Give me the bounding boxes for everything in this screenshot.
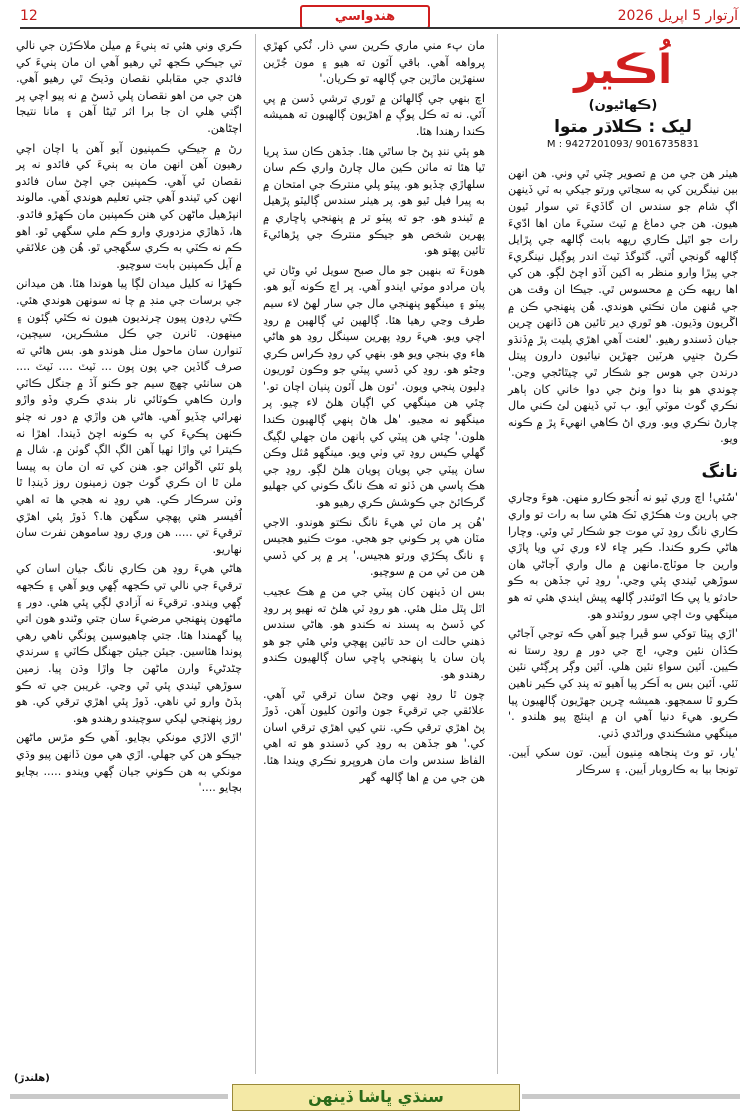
paragraph: هونءَ ته بنهين جو مال صبح سويل ئي وڻان تي پان مرادو موٽي ايندو آهي. پر اچ ڪونه آيو هو. پيٽو ۽ مينگهو پنهنجي مال جي سار لهڻ لاء سيم طرف وڃي رهيا هئا. ڳالهين ئي ڳالهين ۾ روڍ اچي ويو. هيءَ روڍ پهرين سينگل روڍ هو هاڻي هاء وي بنجي ويو هو. بنهي کي روڍ ڪراس ڪري وڃڻو هو. روڍ کي ڏسي پيٽي جو وڪون ٿوريون ڍليون پنجي ويون. 'تون هل آئون پنيان اچان تو.' چئي هن مينگهي کي اڳيان هلڻ لاء چيو. پر مينگهو نه مڃيو. 'هل هاڻ ٻنهي ڳالهيون ڪندا هلون.' چئي هن پيٽي کي ٻانهن مان جهلي لڳيگ گهلي ڪيس روڍ تي وٺي ويو. مينگهو مُثل وڪن سان پيٽي جي پويان پويان هلڻ لڳو. روڍ جي هڪ پاسي هن ڏٺو ته هڪ نانگ ڪوني کي جهليو گرڪائڻ جي ڪوشش ڪري رهيو هو. [262,263,485,510]
paragraph: ڪهڙا نه کليل ميدان لڳا پيا هوندا هئا. هن ميدانن جي برسات جي منڊ ۾ چا نه سونهن هوندي هئي. ڪٿي رڍون پيون چرنديون هيون نه ڪٿي ڳئون ۽ مينهون. ٽانرن جي ڪل مشڪرين، سيڄين، ٽنوارن سان ماحول منل هوندو هو. بس هاڻي ته صرف گاڏين جي پون پون ... ٽيٽ .... ٽيٽ .... هن سانئي چهچ سيم جو ڪنو آڏ ۾ جنگل ڪاٽي وارن ڪاهي ڪوٽائي نار بندي ڪري وڏو واڙو نهرائي چڏيو آهي. هاڻي هن واڙي ۾ دور نه چٺو ڪنهن پڪيءَ کي به ڪونه اچڻ ڏيندا. اهڙا نه ڪيترا ئي واڙا ٺهيا آهن الڳ الڳ گوٺن ۾. شال ۾ پلو ٽئي اڱوائن جو. هنن کي ته ان مان به پيسا ملن ٿا ان ڪري گوٺ جون زمينون روز ڏينڊا ٿا وٽن سرڪار ڪي. هي روڍ نه هجي ها ته اهي اُفيسر هتي پهچي سگهن ها.؟ ڏوڙ پئي اهڙي ترقيءَ تي ..... هن وري روڍ ساموهن نفرت سان نهاريو. [16,277,242,556]
paragraph: بس ان ڏينهن کان پيٽي جي من ۾ هڪ عجيب اٿل پٿل مٺل هئي. هو روڍ ٽي هلڻ ته نهيو پر روڍ کي ڏسڻ به پسند نه ڪندو هو. هاڻي سندس ذهني حالت ان حد تائين پهچي وئي هئي جو هو پان سان يا پنهنجي پاڇي سان ڳالهيون ڪندو رهندو هو. [263,585,485,681]
paragraph: هيٺر هن جي من ۾ تصوير چٽي ٿي وني. هن انهن بين نينگرين کي به سڃاتي ورتو جيکي به ٽي ڏينهن اڳ شام جو سندس ان گاڏيءَ تي سوار ٿيون هيون. هن جي دماغ ۾ ٽيٽ سٽيءَ مان اها ادّيءَ رات جو اٿيل ڪاري ريهه بابت ڳالهه جي پڙايل ڳالهه گونجي اُٿي. گٽوگڏ ٽيٽ اندر پوڳيل نينگريءَ جي پيڙا وارو منظر به اکين آڏو اچڻ لڳو. هن کي اها ريهه ڪن ۾ محسوس ٿي. جيڪا ان وقت هن جي مُنهن مان نڪتي هوندي. هُن پنهنجي ڪن ۾ اڱريون وڌيون. هو ٿوري دير تائين هن ڏانهن ڇرين جيان ڏسندو رهيو. 'لعنت آهي اهڙي پليت پڙ ۾ڏنڌو ڪرڻ جنڀي هرٽين جهڙين نيائيون دارون پيتل درندن جي هوس جو شڪار ٿي چيٿاڻجي وڃن.' چوندي هو بنا دوا ونڻ جي دوا خاني کان ٻاهر نڪري گوٺ موٽي آيو. ٻ ٽي ڏينهن لئ ڪني مال چارڻ نڪري ويو. وري اڻ ڪاهي انهيءَ پڙ ۾ ڪونه ويو. [508,166,738,446]
column-right [508,42,738,782]
paragraph: ڪري وني هئي ته ٻنيءَ ۾ ميلن ملاڪڙن جي نالي تي جيڪي ڪجھ ٿي رهيو آهي ان مان ٻنيءَ کي فائدي جي مقابلي نقصان وڌيڪ ٿي رهيو آهي. هن جي من اهو نقصان پلي ڏسڻ ۾ نه پيو اچي پر اڳتي هلي ان جا برا اثر ٿيڻا آهن ۽ مانا نتيجا اچڻاهن. [16,39,242,135]
footer-banner: سنڌي ڀاشا ڏينهن [232,1084,520,1111]
author-phone: M : 9427201093/ 9016735831 [546,139,700,151]
column-left [16,38,242,800]
page-number: 12 [20,8,38,24]
column-middle [263,38,485,789]
paragraph: هو ٻئي ننڍ پڻ جا ساٿي هئا. جڏهن ڪان سڌ پريا ٿيا هئا ته ماٺن ڪين مال چارڻ واري ڪم سان سلهاڙي چڏيو هو. پيٽو پلي منترڪ جي امتحان ۾ به پيرا فيل ٿيو هو. پر هيٺر سندس ڳاليٽو پڙهيل ۾ ٿيندو هو. جو ته پيٽو تر ۾ پنهنجي پاڇاري ۾ پهرين شخص هو جيڪو منترڪ جي پڙهائيءَ تائين پهتو هو. [263,144,485,258]
story-title: اُڪير [574,47,672,93]
page-header [0,0,750,30]
paragraph: 'اڙي الاڙي مونکي بچايو. آهي ڪو مڙس ماڻهن جيڪو هن کي جهلي. اڙي هي مون ڏانهن پيو وڌي مونکي به هن ڪوني جيان ڳهي ويندو ..... بچايو بچايو ....' [16,731,242,795]
column-divider [497,34,498,1074]
footer-rule [522,1094,740,1099]
footer-rule [10,1094,228,1099]
paragraph: 'يار، تو وٽ پنجاهه مِنيون اَيين. تون سکي اَيين. تونجا بيا به ڪاروبار اَيين. ۽ سرڪار [508,746,738,776]
story-genre: (ڪهاڻيون) [588,98,658,113]
story-author: ليک : ڪلاڌر متوا [554,116,692,137]
issue-date: آرتوار 5 اپريل 2026 [617,8,738,24]
paragraph: رڻ ۾ جيڪي ڪمپنيون آيو آهن يا اچان اچي رهيون آهن انهن مان به ٻنيءَ کي فائدو نه پر نقصان ئي آهي. ڪمپنين جي اچڻ سان فائدو انهن کي ٿيندو آهي جتي تعليم هوندي آهي. مالوند انپڙهيل ماڻهن کي هنن ڪمپنين مان ڪهڙو فائدو. ها، ڏهاڙي مزدوري وارو ڪم ملي سگهي ٿو. اهو ڪم نه ڪٽي به ڪري سگهجي ٿو. هُن هِن علائقي ۾ آيل ڪمپنين بابت سوچيو. [16,141,242,271]
paragraph: مان پء مني ماري ڪرين سي ذار. ٽُکي کهڙي پرواهه آهي. باقي آئون ته هيو ۽ مون جُڙين سنهڙين ماڙين جي ڳالهه تو ڪريان.' [263,39,485,86]
paragraph: اچ بنهي جي ڳالهائن ۾ ٿوري ترشي ڏسن ۾ پي آئي. نه ته ڪل پوڳ ۾ اهڙيون ڳالهيون ته هميشه ڪندا رهندا هئا. [263,91,485,138]
paragraph: 'اڙي پيٽا توکي سو ڦيرا چيو آهي ڪه توجي آجاڻي ڪڏان نئين وڃي، اچ جي دور ۾ روڍ رستا نه ڪيين. اَئين سواءِ نئين هلي. اَئين وڳر پرڳڻي نئين ٽئي. اَئين بس به اَڪر پيا اَهيو ته پنڊ کي ڪير ناهين ڪرو ٿا سمجهو. هميشه ڇرين جهڙيون ڳالهيون پيا ڪريو. هيءَ دنيا آهي ان ۾ اينئچ پيو هلندو .' مينگهي مشڪندي وراڻدي ڏني. [508,627,738,740]
section-heading: نانگ [701,461,738,482]
paragraph: هاڻي هيءَ روڍ هن ڪاري نانگ جيان اسان کي ترقيءَ جي نالي تي ڪجھه ڳهي ويو آهي ۽ ڪجهه ڳهي ويندو. ترقيءَ نه آزادي لڳي پئي هئي. دور ۽ ماڻهون پنهنجي مرضيءَ سان جتي وڻندو هون اتي پيا گهمندا هئا. جتي چاهيوسين پونگي ناهي رهي پوندا هئاسين. جيئن جيئن جهنگل ڪاٽي ۽ سرندي چڻدڻيءَ وارن ماڻهن جا واڙا وڌن پيا. زمين سوڙهي ٿيندي پئي ٿي وڃي. غريبن جي ته ڪو ٻڏڻ وارو ئي ناهي. ڏوڙ پئي اهڙي ترقي کي. هو روز پنهنجي ليکي سوچيندو رهندو هو. [16,562,242,725]
paragraph: 'هُن پر مان ئي هيءَ نانگ نڪتو هوندو. الاجي مٽان هي پر ڪوني جو هجي. موت ڪنيو هجيس ۽ نانگ پڪڙي ورتو هجيس.' پر ۾ پر کي ڏسي هن من ئي من ۾ سوچيو. [263,515,485,579]
paragraph: 'سُئي! اچ وري ٽيو نه اُنجو ڪارو منهن. هوءَ وڃاري جي ٻارين وٺ هڪڙي ٽڪ هئي سا به رات تو واري ڪاري نانگ روڍ ٽي موت جو شڪار ٿي وئي. وچارا هاڻي ڪرو ڪندا. ڪير ڇاء لاء وري ٽي ويا پاڙي وارين جا موٽاڄ.مانهن ۾ مال واري آجاڻي هان سوڙهي ٿيندي پئي وڃي.' روڍ ٽي جڏهن به ڪو حادثو يا پي ڪا اٿوئنڊر ڳالهه پيش ايندي هئي ته هو مينگهي وٽ اچي سور روئندو هو. [508,491,738,621]
page-footer [0,1084,750,1109]
column-divider [255,34,256,1074]
paragraph: چون ٿا روڍ نهي وڃڻ سان ترقي ٿي آهي. علائقي جي ترقيءَ جون واٽون کليون آهن. ڏوڙ پڻ اهڙي ترقي ڪي. نتي کيي اهڙي ترقي اسان کي.' هو جڏهن به روڍ کي ڏسندو هو ته اهي الفاظ سندس وات مان هروپرو نڪري ويندا هئا. هن جي من ۾ اها ڳالهه گهر [263,687,485,784]
continued-label: (هلندڙ) [14,1073,50,1084]
header-rule [20,27,740,29]
newspaper-logo: هندواسي [300,5,430,29]
